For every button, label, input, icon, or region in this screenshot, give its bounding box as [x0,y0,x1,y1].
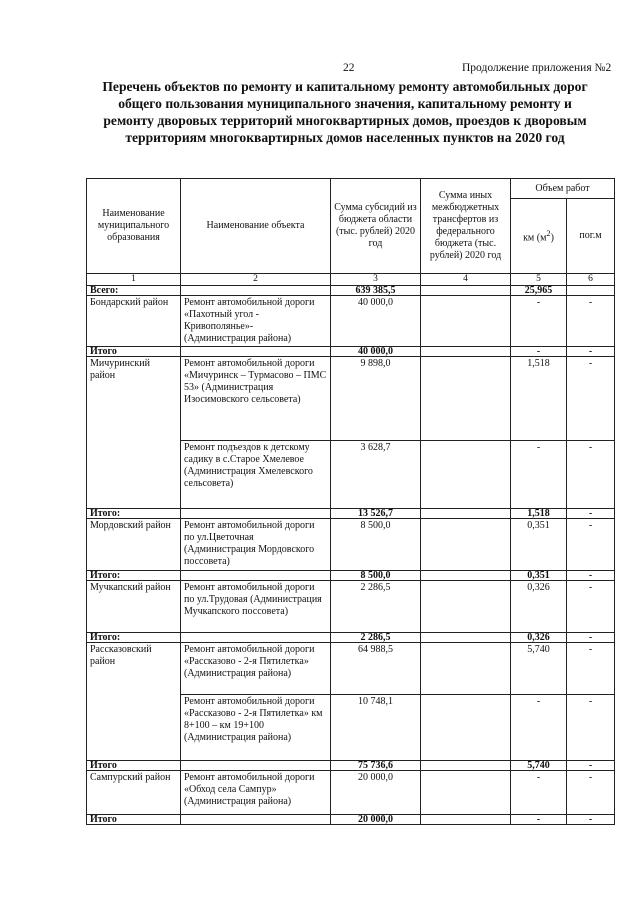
object-row [87,581,615,633]
object-name: Ремонт автомобильной дороги «Рассказово - 2-я Пятилетка» км 8+100 – км 19+100 (Администрация района) [181,695,331,761]
section-total-subsidy: 2 286,5 [331,633,421,643]
empty-cell [181,761,331,771]
empty-cell [421,509,511,519]
empty-cell [181,815,331,825]
grand-total-km: 25,965 [511,286,567,296]
objects-table [86,178,615,825]
pog-m-value: - [567,519,615,571]
subsidy-amount: 40 000,0 [331,296,421,347]
header-pog-m: пог.м [567,199,615,274]
empty-cell [181,633,331,643]
municipality-name: Мучкапский район [87,581,181,633]
subsidy-amount: 2 286,5 [331,581,421,633]
object-name: Ремонт автомобильной дороги «Пахотный угол - Кривополянье»- (Администрация района) [181,296,331,347]
section-total-label: Итого: [87,509,181,519]
other-transfers-amount [421,296,511,347]
municipality-name: Мордовский район [87,519,181,571]
section-total-label: Итого [87,815,181,825]
section-total-pog-m: - [567,633,615,643]
section-total-pog-m: - [567,347,615,357]
section-total-km: - [511,347,567,357]
subsidy-amount: 9 898,0 [331,357,421,441]
pog-m-value: - [567,695,615,761]
object-row [87,643,615,695]
object-row [87,771,615,815]
other-transfers-amount [421,771,511,815]
header-object: Наименование объекта [181,179,331,274]
column-number: 6 [567,274,615,286]
other-transfers-amount [421,695,511,761]
empty-cell [181,347,331,357]
section-total-row [87,571,615,581]
municipality-name: Рассказовский район [87,643,181,761]
municipality-name: Мичуринский район [87,357,181,509]
empty-cell [421,286,511,296]
subsidy-amount: 3 628,7 [331,441,421,509]
other-transfers-amount [421,643,511,695]
page-number: 22 [343,62,355,74]
subsidy-amount: 10 748,1 [331,695,421,761]
section-total-label: Итого [87,347,181,357]
section-total-row [87,815,615,825]
section-total-label: Итого [87,761,181,771]
km-value: - [511,695,567,761]
document-title: Перечень объектов по ремонту и капитальному ремонту автомобильных дорог общего пользования муниципального значения, капитальному ремонту и ремонту дворовых территорий многоквартирных домов, проездов к дворовым территориям многоквартирных домов населенных пунктов на 2020 год [102,79,588,145]
section-total-label: Итого: [87,633,181,643]
municipality-name: Сампурский район [87,771,181,815]
header-subsidy: Сумма субсидий из бюджета области (тыс. рублей) 2020 год [331,179,421,274]
subsidy-amount: 8 500,0 [331,519,421,571]
km-value: - [511,296,567,347]
municipality-name: Бондарский район [87,296,181,347]
empty-cell [421,815,511,825]
section-total-km: 0,351 [511,571,567,581]
km-value: - [511,441,567,509]
column-number: 2 [181,274,331,286]
object-row [87,357,615,441]
section-total-km: 5,740 [511,761,567,771]
section-total-row [87,347,615,357]
column-number: 1 [87,274,181,286]
section-total-subsidy: 40 000,0 [331,347,421,357]
object-name: Ремонт автомобильной дороги по ул.Цветочная (Администрация Мордовского поссовета) [181,519,331,571]
empty-cell [181,571,331,581]
empty-cell [567,286,615,296]
pog-m-value: - [567,643,615,695]
object-row [87,519,615,571]
section-total-subsidy: 8 500,0 [331,571,421,581]
header-volume-group: Объем работ [511,179,615,199]
grand-total-label: Всего: [87,286,181,296]
column-number: 4 [421,274,511,286]
subsidy-amount: 64 988,5 [331,643,421,695]
section-total-km: 0,326 [511,633,567,643]
empty-cell [421,347,511,357]
section-total-subsidy: 13 526,7 [331,509,421,519]
km-value: 1,518 [511,357,567,441]
header-municipality: Наименование муниципального образования [87,179,181,274]
grand-total-row [87,286,615,296]
section-total-pog-m: - [567,571,615,581]
empty-cell [421,571,511,581]
section-total-subsidy: 20 000,0 [331,815,421,825]
other-transfers-amount [421,581,511,633]
section-total-row [87,761,615,771]
section-total-label: Итого: [87,571,181,581]
km-value: 5,740 [511,643,567,695]
pog-m-value: - [567,357,615,441]
other-transfers-amount [421,441,511,509]
table-body [87,274,615,825]
object-row [87,296,615,347]
empty-cell [181,286,331,296]
appendix-note: Продолжение приложения №2 [462,62,612,74]
object-name: Ремонт автомобильной дороги «Обход села Сампур» (Администрация района) [181,771,331,815]
empty-cell [181,509,331,519]
section-total-row [87,509,615,519]
section-total-subsidy: 75 736,6 [331,761,421,771]
column-number: 5 [511,274,567,286]
section-total-pog-m: - [567,761,615,771]
other-transfers-amount [421,519,511,571]
section-total-row [87,633,615,643]
section-total-pog-m: - [567,509,615,519]
object-name: Ремонт автомобильной дороги «Рассказово - 2-я Пятилетка» (Администрация района) [181,643,331,695]
km-value: - [511,771,567,815]
empty-cell [421,633,511,643]
km-value: 0,351 [511,519,567,571]
pog-m-value: - [567,441,615,509]
object-name: Ремонт подъездов к детскому садику в с.Старое Хмелевое (Администрация Хмелевского сельсовета) [181,441,331,509]
column-number-row [87,274,615,286]
empty-cell [421,761,511,771]
section-total-pog-m: - [567,815,615,825]
pog-m-value: - [567,296,615,347]
column-number: 3 [331,274,421,286]
header-km: км $(м^2)$ [511,199,567,274]
section-total-km: - [511,815,567,825]
pog-m-value: - [567,581,615,633]
section-total-km: 1,518 [511,509,567,519]
grand-total-subsidy: 639 385,5 [331,286,421,296]
header-other-transfers: Сумма иных межбюджетных трансфертов из федерального бюджета (тыс. рублей) 2020 год [421,179,511,274]
other-transfers-amount [421,357,511,441]
object-name: Ремонт автомобильной дороги «Мичуринск – Турмасово – ПМС 53» (Администрация Изосимовского сельсовета) [181,357,331,441]
object-name: Ремонт автомобильной дороги по ул.Трудовая (Администрация Мучкапского поссовета) [181,581,331,633]
subsidy-amount: 20 000,0 [331,771,421,815]
km-value: 0,326 [511,581,567,633]
pog-m-value: - [567,771,615,815]
